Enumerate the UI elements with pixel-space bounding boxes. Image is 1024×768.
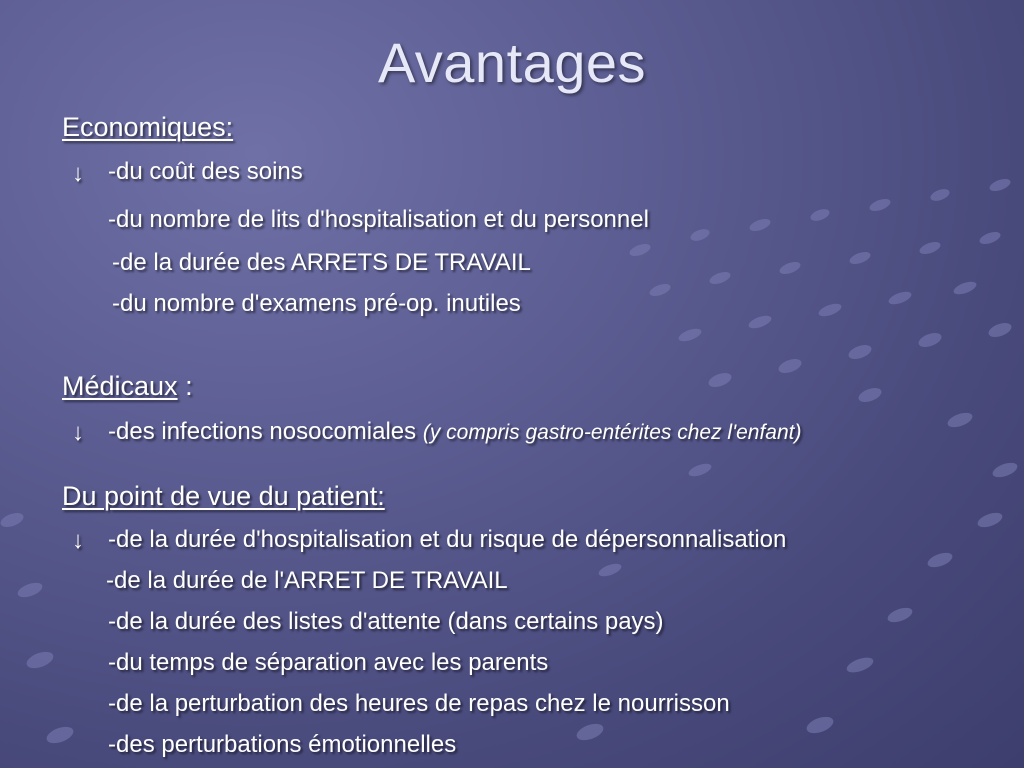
list-item: -de la durée des listes d'attente (dans certains pays): [108, 608, 664, 635]
heading-patient: Du point de vue du patient:: [62, 481, 385, 511]
list-item-note: (y compris gastro-entérites chez l'enfant): [422, 421, 802, 444]
list-item: -des perturbations émotionnelles: [108, 731, 457, 758]
list-item: -de la perturbation des heures de repas chez le nourrisson: [108, 690, 730, 717]
list-item-text: -des infections nosocomiales: [108, 418, 417, 445]
list-item: [108, 418, 801, 446]
heading-economiques: Economiques:: [62, 112, 234, 142]
heading-medicaux: [62, 371, 193, 402]
down-arrow-icon: ↓: [72, 419, 84, 446]
list-item: -du coût des soins: [108, 158, 303, 185]
down-arrow-icon: ↓: [72, 160, 84, 187]
down-arrow-icon: ↓: [72, 527, 84, 554]
list-item: -de la durée de l'ARRET DE TRAVAIL: [106, 567, 508, 594]
list-item: -de la durée d'hospitalisation et du risque de dépersonnalisation: [108, 526, 787, 553]
list-item: -de la durée des ARRETS DE TRAVAIL: [112, 249, 531, 276]
heading-medicaux-label: Médicaux: [62, 371, 178, 401]
heading-medicaux-suffix: :: [177, 371, 193, 401]
list-item: -du temps de séparation avec les parents: [108, 649, 549, 676]
list-item: -du nombre d'examens pré-op. inutiles: [112, 290, 521, 317]
slide-title: Avantages: [377, 31, 647, 94]
list-item: -du nombre de lits d'hospitalisation et du personnel: [108, 206, 649, 233]
